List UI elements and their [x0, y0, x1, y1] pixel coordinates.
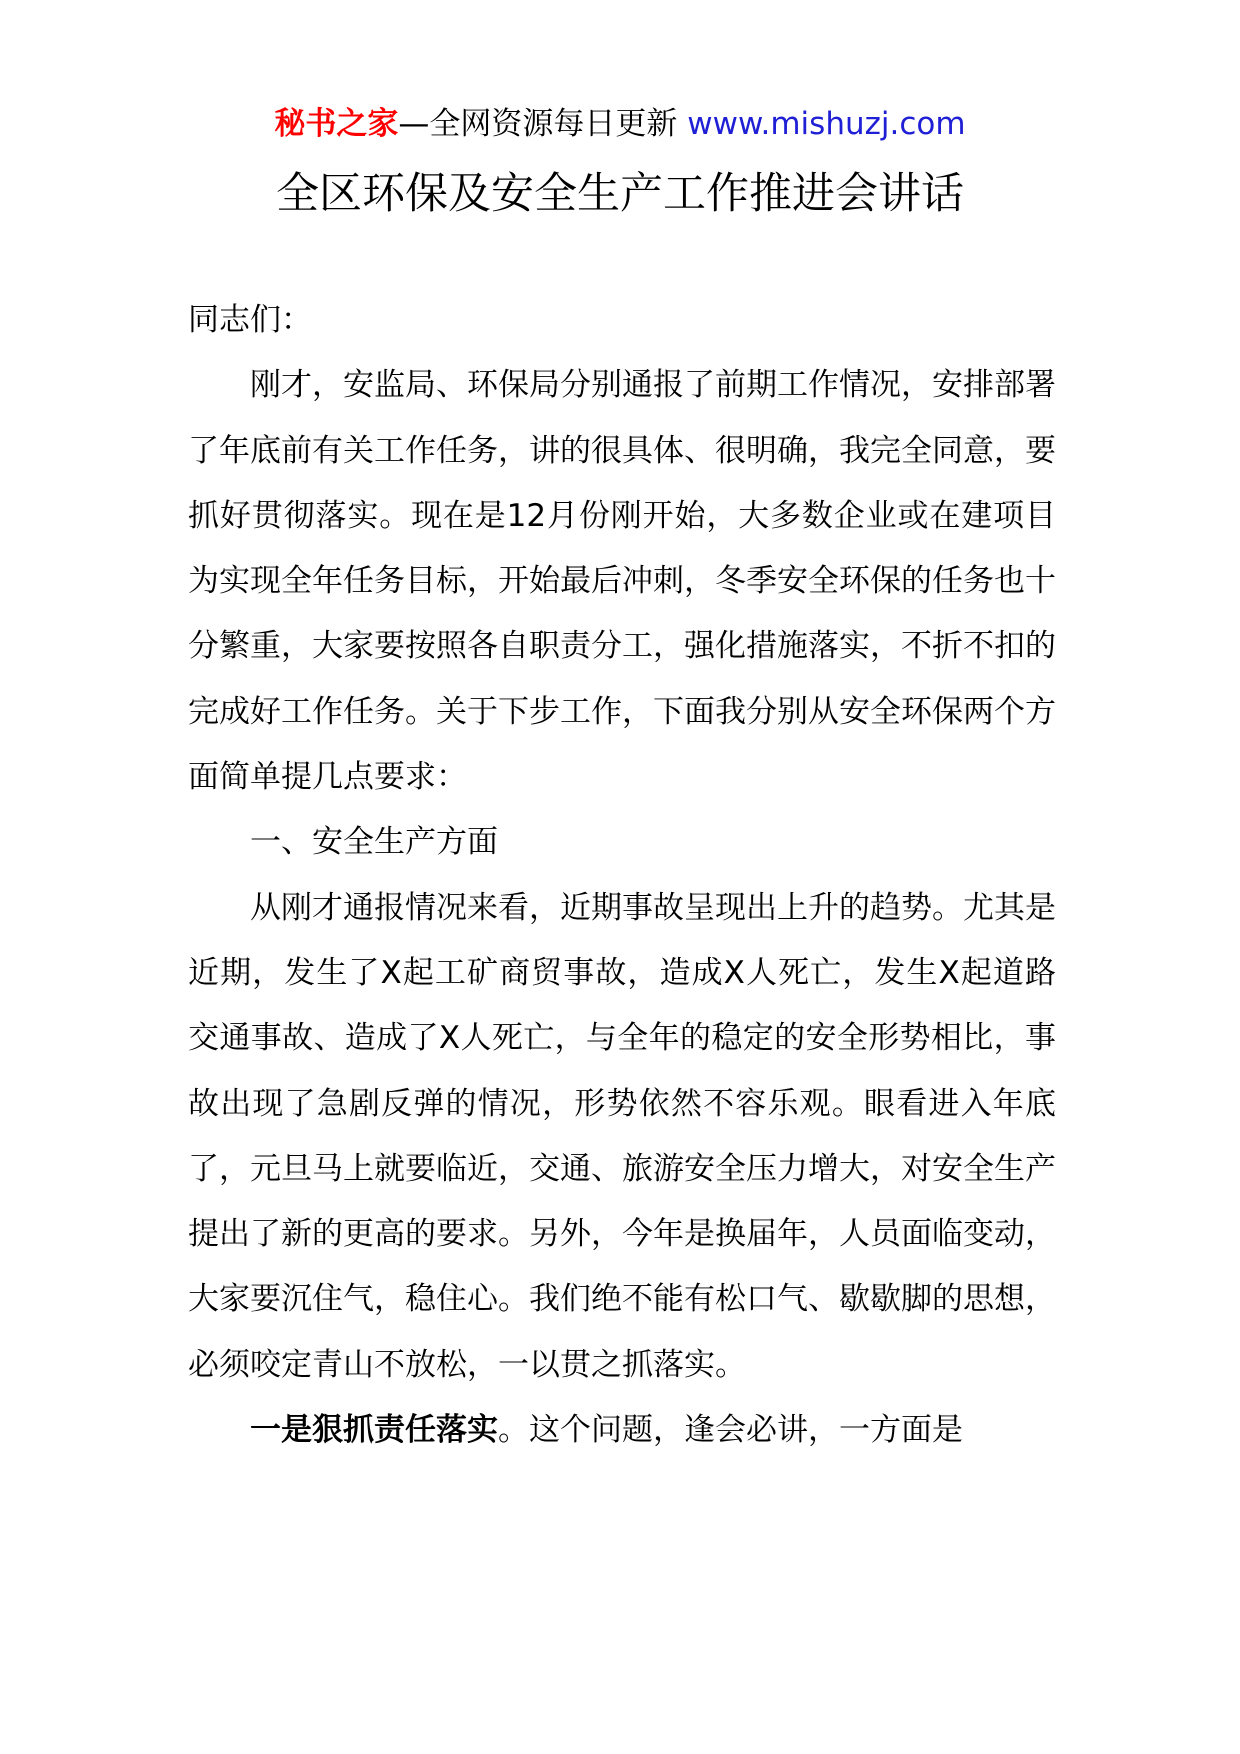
paragraph-point-one	[188, 1398, 1056, 1463]
banner-url-link[interactable]: www.mishuzj.com	[687, 106, 966, 142]
site-banner	[0, 102, 1240, 146]
banner-brand: 秘书之家	[274, 106, 399, 142]
point-one-text: 。这个问题，逢会必讲，一方面是	[498, 1412, 963, 1449]
banner-slogan: —全网资源每日更新	[398, 106, 678, 142]
paragraph-intro: 刚才，安监局、环保局分别通报了前期工作情况，安排部署了年底前有关工作任务，讲的很具体、很明确，我完全同意，要抓好贯彻落实。现在是12月份刚开始，大多数企业或在建项目为实现全年任务目标，开始最后冲刺，冬季安全环保的任务也十分繁重，大家要按照各自职责分工，强化措施落实，不折不扣的完成好工作任务。关于下步工作，下面我分别从安全环保两个方面简单提几点要求：	[188, 367, 1056, 796]
point-one-lead: 一是狠抓责任落实	[250, 1412, 498, 1449]
section-heading: 一、安全生产方面	[250, 824, 498, 861]
document-title: 全区环保及安全生产工作推进会讲话	[276, 169, 964, 219]
paragraph-safety-situation: 从刚才通报情况来看，近期事故呈现出上升的趋势。尤其是近期，发生了X起工矿商贸事故，造成X人死亡，发生X起道路交通事故、造成了X人死亡，与全年的稳定的安全形势相比，事故出现了急剧反弹的情况，形势依然不容乐观。眼看进入年底了，元旦马上就要临近，交通、旅游安全压力增大，对安全生产提出了新的更高的要求。另外，今年是换届年，人员面临变动，大家要沉住气，稳住心。我们绝不能有松口气、歇歇脚的思想，必须咬定青山不放松，一以贯之抓落实。	[188, 889, 1056, 1383]
document-body	[188, 288, 1056, 1463]
salutation: 同志们：	[188, 302, 312, 338]
